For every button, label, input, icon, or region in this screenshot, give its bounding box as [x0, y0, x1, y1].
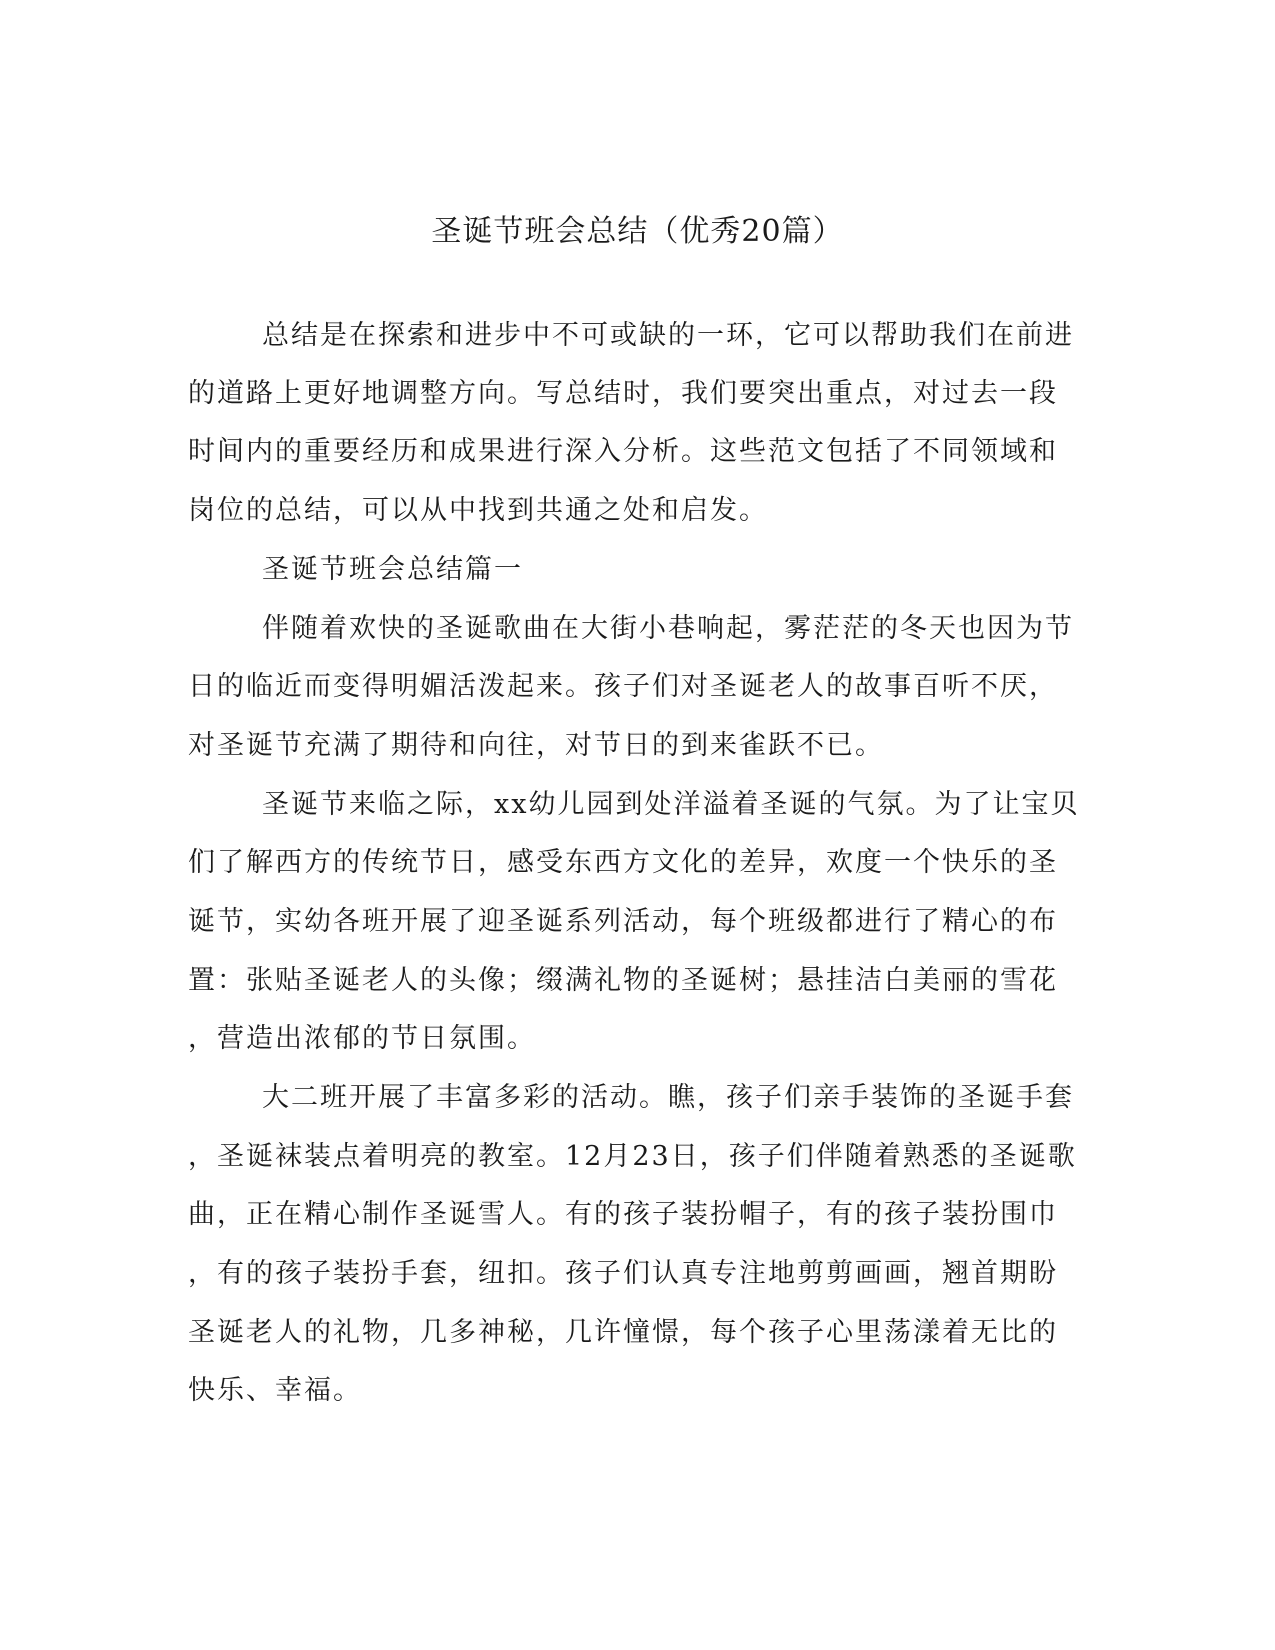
paragraph-line: 圣诞节来临之际，xx幼儿园到处洋溢着圣诞的气氛。为了让宝贝	[262, 789, 1080, 820]
paragraph-line: 日的临近而变得明媚活泼起来。孩子们对圣诞老人的故事百听不厌，	[188, 671, 1058, 702]
paragraph-line: ，圣诞袜装点着明亮的教室。12月23日，孩子们伴随着熟悉的圣诞歌	[188, 1141, 1077, 1172]
paragraph-line: 伴随着欢快的圣诞歌曲在大街小巷响起，雾茫茫的冬天也因为节	[262, 613, 1074, 644]
paragraph-line: 岗位的总结，可以从中找到共通之处和启发。	[188, 495, 768, 526]
paragraph-line: 快乐、幸福。	[188, 1375, 362, 1406]
paragraph-line: 圣诞老人的礼物，几多神秘，几许憧憬，每个孩子心里荡漾着无比的	[188, 1317, 1058, 1348]
paragraph-line: 们了解西方的传统节日，感受东西方文化的差异，欢度一个快乐的圣	[188, 847, 1058, 878]
paragraph-line: 诞节，实幼各班开展了迎圣诞系列活动，每个班级都进行了精心的布	[188, 906, 1058, 937]
paragraph-line: ，有的孩子装扮手套，纽扣。孩子们认真专注地剪剪画画，翘首期盼	[188, 1258, 1058, 1289]
section-heading: 圣诞节班会总结篇一	[262, 554, 523, 585]
paragraph-line: 对圣诞节充满了期待和向往，对节日的到来雀跃不已。	[188, 730, 884, 761]
paragraph-line: ，营造出浓郁的节日氛围。	[188, 1023, 536, 1054]
paragraph-line: 的道路上更好地调整方向。写总结时，我们要突出重点，对过去一段	[188, 378, 1058, 409]
paragraph-line: 置：张贴圣诞老人的头像；缀满礼物的圣诞树；悬挂洁白美丽的雪花	[188, 965, 1058, 996]
paragraph-line: 总结是在探索和进步中不可或缺的一环，它可以帮助我们在前进	[262, 320, 1074, 351]
document-title: 圣诞节班会总结（优秀20篇）	[431, 214, 844, 249]
paragraph-line: 大二班开展了丰富多彩的活动。瞧，孩子们亲手装饰的圣诞手套	[262, 1082, 1074, 1113]
paragraph-line: 曲，正在精心制作圣诞雪人。有的孩子装扮帽子，有的孩子装扮围巾	[188, 1199, 1058, 1230]
paragraph-line: 时间内的重要经历和成果进行深入分析。这些范文包括了不同领域和	[188, 436, 1058, 467]
